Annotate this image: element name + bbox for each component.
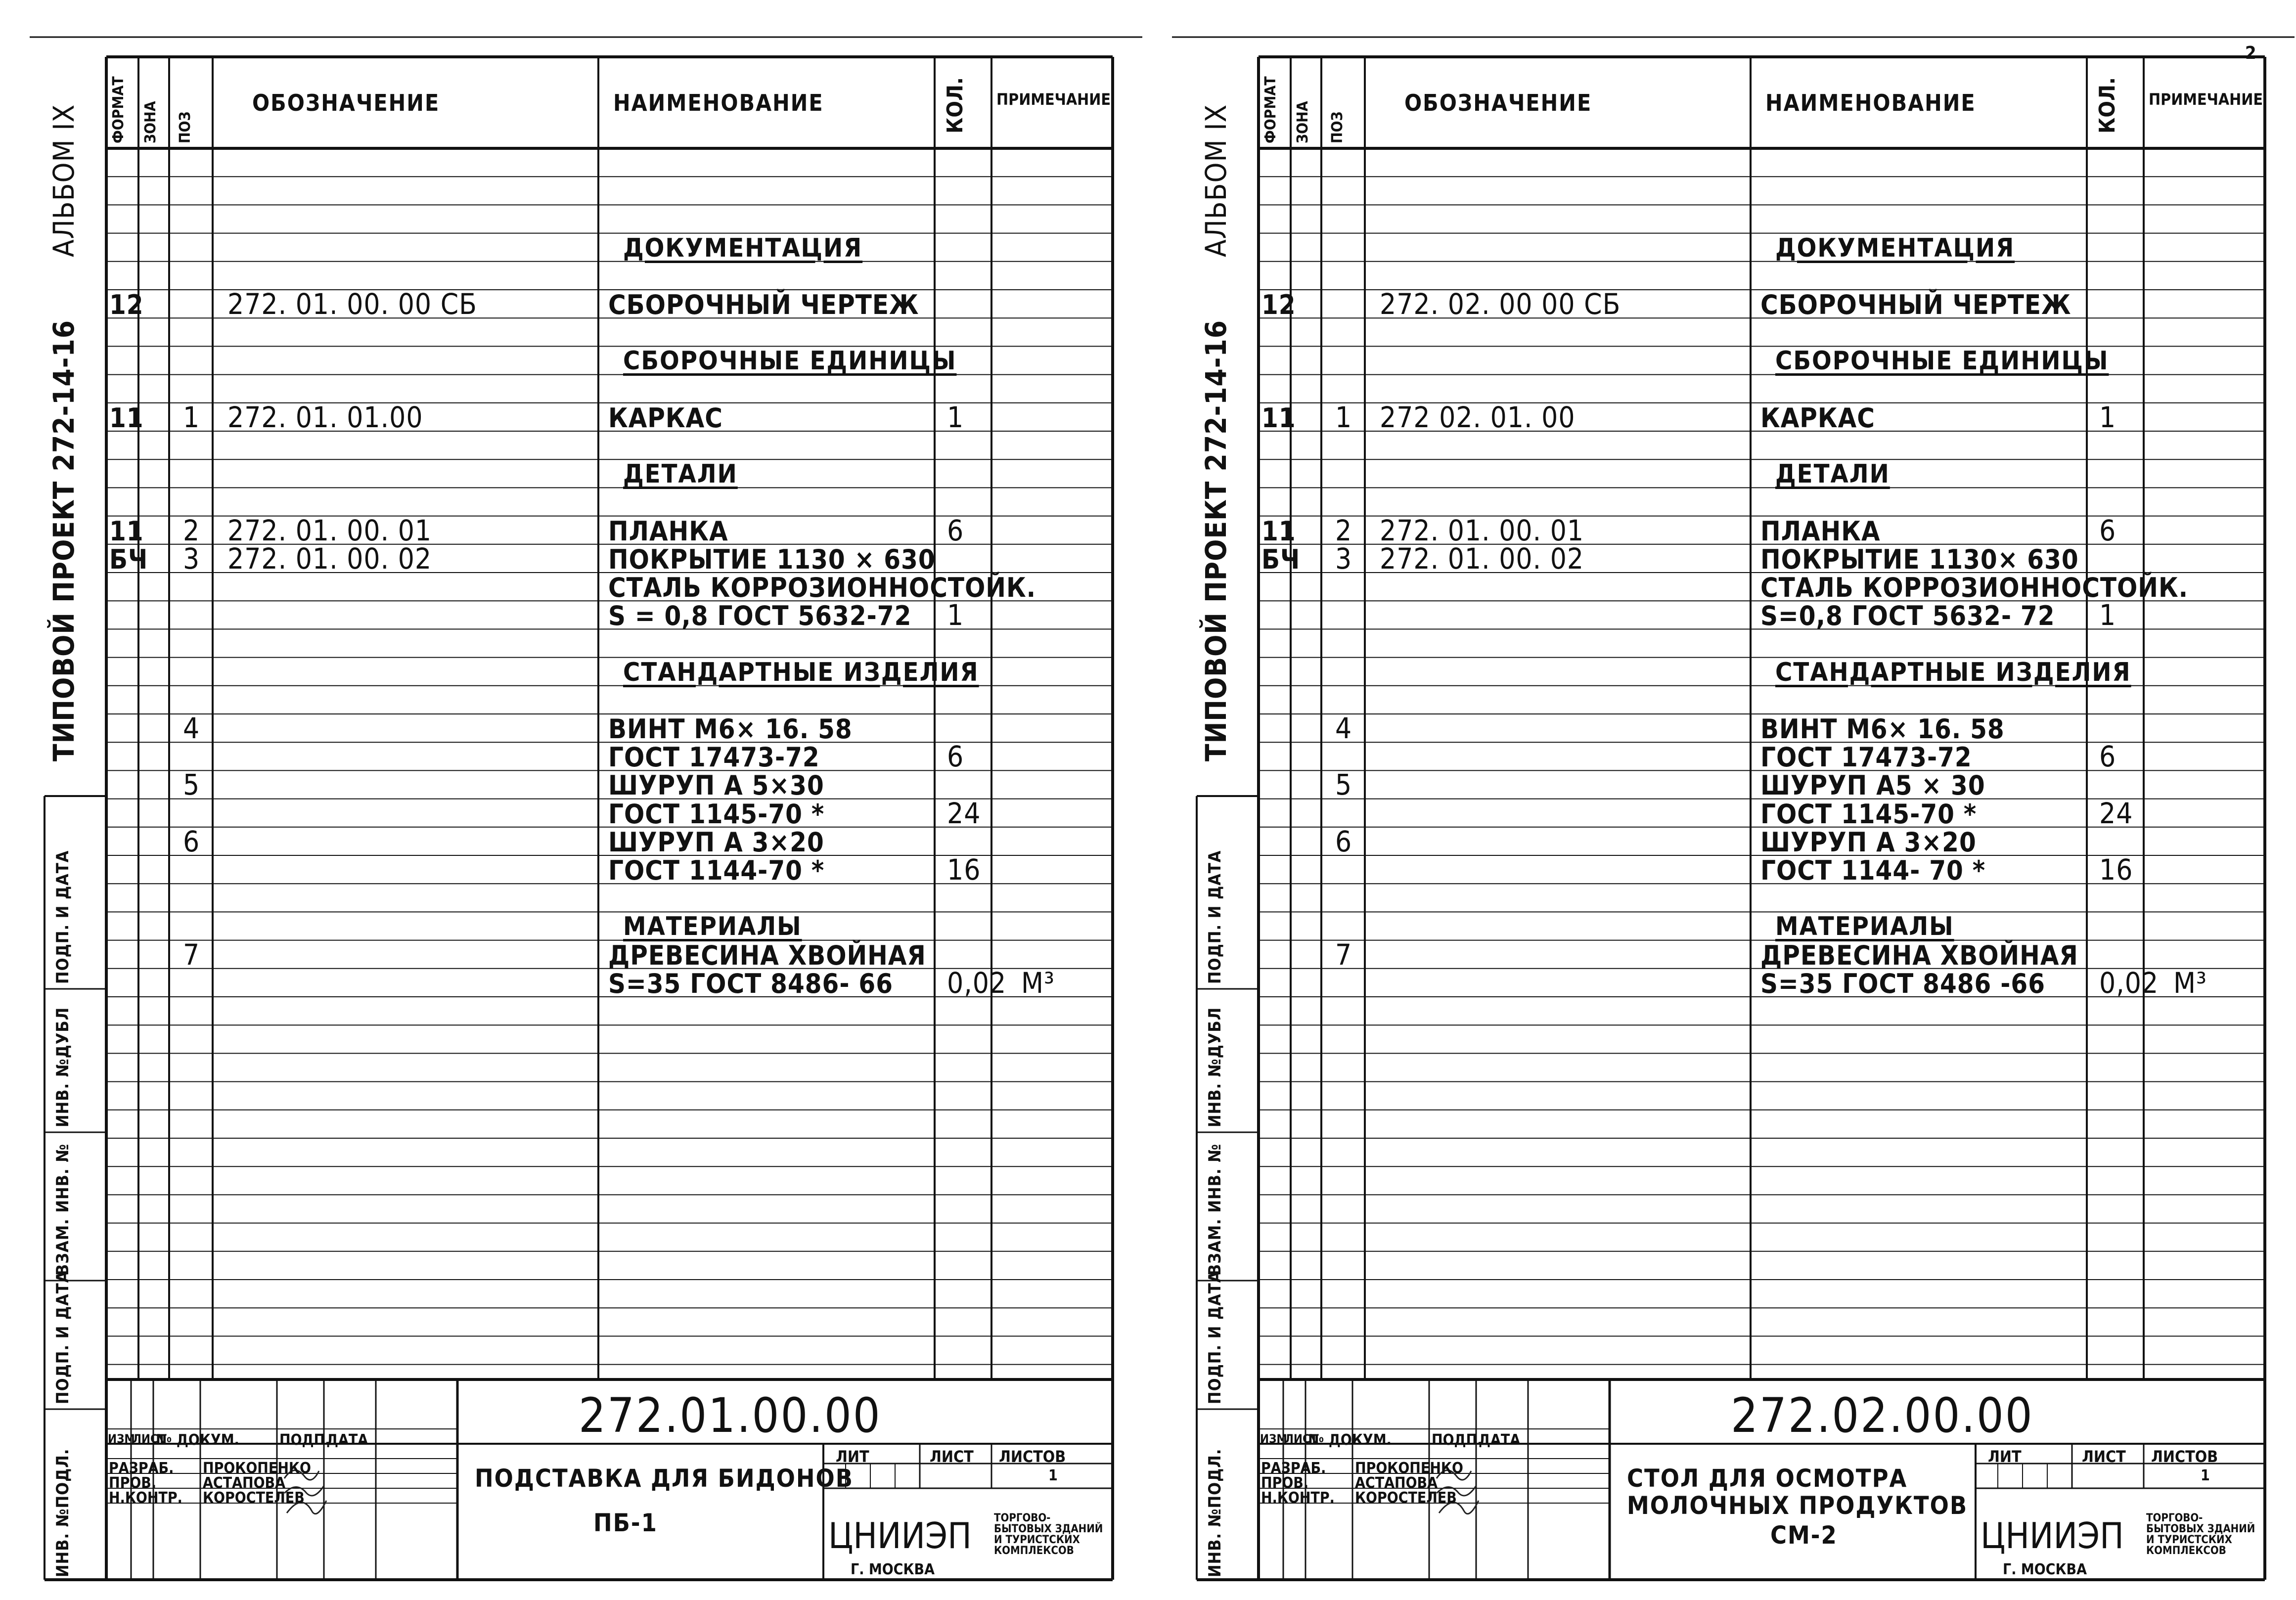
row-format: 11 bbox=[109, 402, 144, 434]
row-name: ПОКРЫТИЕ 1130 × 630 bbox=[608, 543, 936, 575]
margin-sign-date-1: ПОДП. И ДАТА bbox=[1205, 850, 1225, 984]
stamp-nkontr-label: Н.КОНТР. bbox=[1261, 1489, 1335, 1507]
org-name: ЦНИИЭП bbox=[1981, 1515, 2124, 1556]
row-name: СТАЛЬ КОРРОЗИОННОСТОЙК. bbox=[1760, 572, 2189, 603]
row-qty: 6 bbox=[2099, 513, 2116, 547]
stamp-ndoc-label: № ДОКУМ. bbox=[156, 1431, 239, 1449]
row-name: ШУРУП А 5×30 bbox=[608, 770, 824, 801]
row-name: ВИНТ М6× 16. 58 bbox=[1760, 713, 2005, 745]
row-name: ГОСТ 17473-72 bbox=[1760, 742, 1972, 773]
stamp-nkontr-name: КОРОСТЕЛЕВ bbox=[203, 1489, 305, 1507]
row-name: ПОКРЫТИЕ 1130× 630 bbox=[1760, 543, 2079, 575]
row-name: КАРКАС bbox=[1760, 402, 1875, 434]
section-heading: СТАНДАРТНЫЕ ИЗДЕЛИЯ bbox=[1775, 657, 2131, 687]
org-city: Г. МОСКВА bbox=[851, 1561, 935, 1578]
stamp-prov-name: АСТАПОВА bbox=[1355, 1474, 1438, 1492]
stamp-sheet-label: ЛИСТ bbox=[930, 1447, 974, 1466]
drawing-title-line1: СТОЛ ДЛЯ ОСМОТРА bbox=[1627, 1464, 1908, 1493]
row-format: 11 bbox=[1261, 402, 1296, 434]
drawing-title-line2: МОЛОЧНЫХ ПРОДУКТОВ bbox=[1627, 1491, 1968, 1520]
section-heading: МАТЕРИАЛЫ bbox=[1775, 912, 1954, 942]
col-designation-header: ОБОЗНАЧЕНИЕ bbox=[1404, 89, 1592, 116]
margin-album: АЛЬБОМ IX bbox=[47, 104, 81, 257]
stamp-sheet-label: ЛИСТ bbox=[2082, 1447, 2126, 1466]
col-format-header: ФОРМАТ bbox=[1262, 76, 1279, 143]
margin-sign-date-2: ПОДП. И ДАТА bbox=[1205, 1270, 1225, 1404]
row-name: ВИНТ М6× 16. 58 bbox=[608, 713, 853, 745]
row-qty: 16 bbox=[947, 853, 981, 887]
row-position: 3 bbox=[183, 541, 200, 576]
drawing-title-line3: СМ-2 bbox=[1770, 1521, 1838, 1550]
row-qty: 24 bbox=[2099, 796, 2133, 830]
col-name-header: НАИМЕНОВАНИЕ bbox=[613, 89, 824, 116]
stamp-sheets-label: ЛИСТОВ bbox=[999, 1447, 1066, 1466]
row-name: СБОРОЧНЫЙ ЧЕРТЕЖ bbox=[608, 289, 919, 320]
margin-sign-date-2: ПОДП. И ДАТА bbox=[53, 1270, 73, 1404]
row-position: 7 bbox=[183, 937, 200, 972]
col-qty-header: КОЛ. bbox=[943, 77, 968, 133]
row-note: М³ bbox=[1021, 966, 1055, 1000]
org-name: ЦНИИЭП bbox=[828, 1515, 972, 1556]
stamp-list-label: ЛИСТ bbox=[133, 1432, 166, 1446]
margin-repl-inv: ВЗАМ. ИНВ. № bbox=[1205, 1144, 1225, 1276]
section-heading: ДОКУМЕНТАЦИЯ bbox=[1775, 233, 2015, 263]
row-name: ГОСТ 17473-72 bbox=[608, 742, 820, 773]
org-description: ТОРГОВО-БЫТОВЫХ ЗДАНИЙ И ТУРИСТСКИХ КОМПЛЕКСОВ bbox=[2146, 1512, 2255, 1557]
margin-project: ТИПОВОЙ ПРОЕКТ 272-14-16 bbox=[47, 319, 81, 761]
margin-dupl-inv: ИНВ. №ДУБЛ bbox=[53, 1007, 73, 1127]
row-qty: 6 bbox=[947, 513, 964, 547]
row-format: 12 bbox=[109, 289, 144, 320]
row-position: 5 bbox=[1335, 768, 1352, 802]
section-heading: ДОКУМЕНТАЦИЯ bbox=[623, 233, 863, 263]
row-designation: 272. 01. 00. 00 СБ bbox=[227, 287, 477, 321]
row-designation: 272. 01. 00. 01 bbox=[1380, 513, 1584, 547]
margin-album: АЛЬБОМ IX bbox=[1199, 104, 1233, 257]
stamp-lit-label: ЛИТ bbox=[1988, 1447, 2022, 1466]
stamp-sheets-label: ЛИСТОВ bbox=[2151, 1447, 2218, 1466]
corner-sheet-number: 2 bbox=[2245, 43, 2256, 63]
row-name: S=35 ГОСТ 8486 -66 bbox=[1760, 968, 2046, 999]
col-note-header: ПРИМЕЧАНИЕ bbox=[2149, 90, 2263, 109]
row-position: 4 bbox=[183, 711, 200, 745]
row-name: ПЛАНКА bbox=[1760, 515, 1881, 547]
row-qty: 1 bbox=[947, 598, 964, 632]
drawing-title-line2: ПБ-1 bbox=[593, 1509, 658, 1537]
row-name: ДРЕВЕСИНА ХВОЙНАЯ bbox=[1760, 939, 2078, 971]
row-name: ГОСТ 1145-70 * bbox=[608, 798, 825, 830]
col-format-header: ФОРМАТ bbox=[110, 76, 127, 143]
row-format: 11 bbox=[1261, 515, 1296, 547]
section-heading: СБОРОЧНЫЕ ЕДИНИЦЫ bbox=[1775, 346, 2109, 376]
margin-dupl-inv: ИНВ. №ДУБЛ bbox=[1205, 1007, 1225, 1127]
margin-sign-date-1: ПОДП. И ДАТА bbox=[53, 850, 73, 984]
row-position: 2 bbox=[183, 513, 200, 547]
row-qty: 16 bbox=[2099, 853, 2133, 887]
row-designation: 272. 01. 01.00 bbox=[227, 400, 423, 434]
row-format: 11 bbox=[109, 515, 144, 547]
stamp-data-label: ДАТА bbox=[326, 1431, 368, 1449]
row-format: БЧ bbox=[1261, 543, 1301, 575]
row-position: 3 bbox=[1335, 541, 1352, 576]
row-qty: 0,02 bbox=[947, 966, 1007, 1000]
row-name: КАРКАС bbox=[608, 402, 723, 434]
spec-sheet bbox=[0, 0, 1142, 1600]
col-qty-header: КОЛ. bbox=[2095, 77, 2120, 133]
row-name: ШУРУП А 3×20 bbox=[1760, 826, 1977, 858]
row-position: 6 bbox=[183, 824, 200, 858]
stamp-razrab-name: ПРОКОПЕНКО bbox=[203, 1460, 311, 1477]
stamp-sheets-count: 1 bbox=[2201, 1467, 2210, 1484]
section-heading: СТАНДАРТНЫЕ ИЗДЕЛИЯ bbox=[623, 657, 979, 687]
stamp-razrab-name: ПРОКОПЕНКО bbox=[1355, 1460, 1463, 1477]
org-description: ТОРГОВО-БЫТОВЫХ ЗДАНИЙ И ТУРИСТСКИХ КОМПЛЕКСОВ bbox=[994, 1512, 1103, 1557]
row-name: СБОРОЧНЫЙ ЧЕРТЕЖ bbox=[1760, 289, 2071, 320]
section-heading: ДЕТАЛИ bbox=[623, 459, 738, 489]
row-format: 12 bbox=[1261, 289, 1296, 320]
row-name: ДРЕВЕСИНА ХВОЙНАЯ bbox=[608, 939, 926, 971]
col-zone-header: ЗОНА bbox=[142, 101, 159, 143]
row-designation: 272. 01. 00. 01 bbox=[227, 513, 432, 547]
stamp-lit-label: ЛИТ bbox=[836, 1447, 869, 1466]
row-position: 1 bbox=[183, 400, 200, 434]
row-name: ПЛАНКА bbox=[608, 515, 728, 547]
row-name: СТАЛЬ КОРРОЗИОННОСТОЙК. bbox=[608, 572, 1036, 603]
drawing-code: 272.02.00.00 bbox=[1731, 1388, 2034, 1443]
stamp-podp-label: ПОДП. bbox=[279, 1431, 330, 1449]
row-designation: 272 02. 01. 00 bbox=[1380, 400, 1576, 434]
row-format: БЧ bbox=[109, 543, 148, 575]
section-heading: МАТЕРИАЛЫ bbox=[623, 912, 802, 942]
row-qty: 1 bbox=[2099, 400, 2116, 434]
row-qty: 6 bbox=[947, 740, 964, 774]
stamp-list-label: ЛИСТ bbox=[1285, 1432, 1318, 1446]
row-designation: 272. 02. 00 00 СБ bbox=[1380, 287, 1621, 321]
row-position: 4 bbox=[1335, 711, 1352, 745]
stamp-izm-label: ИЗМ bbox=[108, 1432, 135, 1446]
col-designation-header: ОБОЗНАЧЕНИЕ bbox=[252, 89, 440, 116]
col-name-header: НАИМЕНОВАНИЕ bbox=[1765, 89, 1976, 116]
stamp-data-label: ДАТА bbox=[1479, 1431, 1521, 1449]
margin-repl-inv: ВЗАМ. ИНВ. № bbox=[53, 1144, 73, 1276]
row-note: М³ bbox=[2173, 966, 2207, 1000]
row-designation: 272. 01. 00. 02 bbox=[227, 541, 432, 576]
row-name: ГОСТ 1145-70 * bbox=[1760, 798, 1977, 830]
margin-orig-inv: ИНВ. №ПОДЛ. bbox=[1205, 1448, 1225, 1577]
stamp-ndoc-label: № ДОКУМ. bbox=[1308, 1431, 1392, 1449]
drawing-code: 272.01.00.00 bbox=[579, 1388, 882, 1443]
stamp-razrab-label: РАЗРАБ. bbox=[109, 1460, 174, 1477]
stamp-nkontr-label: Н.КОНТР. bbox=[109, 1489, 182, 1507]
row-position: 7 bbox=[1335, 937, 1352, 972]
row-name: S=35 ГОСТ 8486- 66 bbox=[608, 968, 894, 999]
row-qty: 1 bbox=[947, 400, 964, 434]
stamp-prov-name: АСТАПОВА bbox=[203, 1474, 285, 1492]
row-qty: 6 bbox=[2099, 740, 2116, 774]
col-zone-header: ЗОНА bbox=[1294, 101, 1311, 143]
margin-project: ТИПОВОЙ ПРОЕКТ 272-14-16 bbox=[1199, 319, 1233, 761]
stamp-podp-label: ПОДП. bbox=[1432, 1431, 1483, 1449]
col-note-header: ПРИМЕЧАНИЕ bbox=[996, 90, 1111, 109]
row-position: 2 bbox=[1335, 513, 1352, 547]
stamp-prov-label: ПРОВ. bbox=[109, 1474, 157, 1492]
row-designation: 272. 01. 00. 02 bbox=[1380, 541, 1584, 576]
row-qty: 1 bbox=[2099, 598, 2116, 632]
row-name: ШУРУП А5 × 30 bbox=[1760, 770, 1985, 801]
row-name: ГОСТ 1144- 70 * bbox=[1760, 855, 1986, 886]
row-position: 1 bbox=[1335, 400, 1352, 434]
stamp-izm-label: ИЗМ bbox=[1260, 1432, 1287, 1446]
row-name: ГОСТ 1144-70 * bbox=[608, 855, 825, 886]
drawing-title-line1: ПОДСТАВКА ДЛЯ БИДОНОВ bbox=[475, 1464, 854, 1493]
stamp-razrab-label: РАЗРАБ. bbox=[1261, 1460, 1326, 1477]
row-position: 5 bbox=[183, 768, 200, 802]
margin-orig-inv: ИНВ. №ПОДЛ. bbox=[53, 1448, 73, 1577]
stamp-sheets-count: 1 bbox=[1048, 1467, 1058, 1484]
spec-sheet bbox=[1152, 0, 2295, 1600]
section-heading: СБОРОЧНЫЕ ЕДИНИЦЫ bbox=[623, 346, 957, 376]
org-city: Г. МОСКВА bbox=[2003, 1561, 2087, 1578]
col-pos-header: ПОЗ bbox=[1329, 111, 1346, 143]
row-qty: 24 bbox=[947, 796, 981, 830]
stamp-nkontr-name: КОРОСТЕЛЕВ bbox=[1355, 1489, 1457, 1507]
col-pos-header: ПОЗ bbox=[177, 111, 194, 143]
row-qty: 0,02 bbox=[2099, 966, 2159, 1000]
section-heading: ДЕТАЛИ bbox=[1775, 459, 1890, 489]
row-position: 6 bbox=[1335, 824, 1352, 858]
stamp-prov-label: ПРОВ. bbox=[1261, 1474, 1309, 1492]
row-name: S = 0,8 ГОСТ 5632-72 bbox=[608, 600, 912, 632]
row-name: ШУРУП А 3×20 bbox=[608, 826, 824, 858]
row-name: S=0,8 ГОСТ 5632- 72 bbox=[1760, 600, 2055, 632]
